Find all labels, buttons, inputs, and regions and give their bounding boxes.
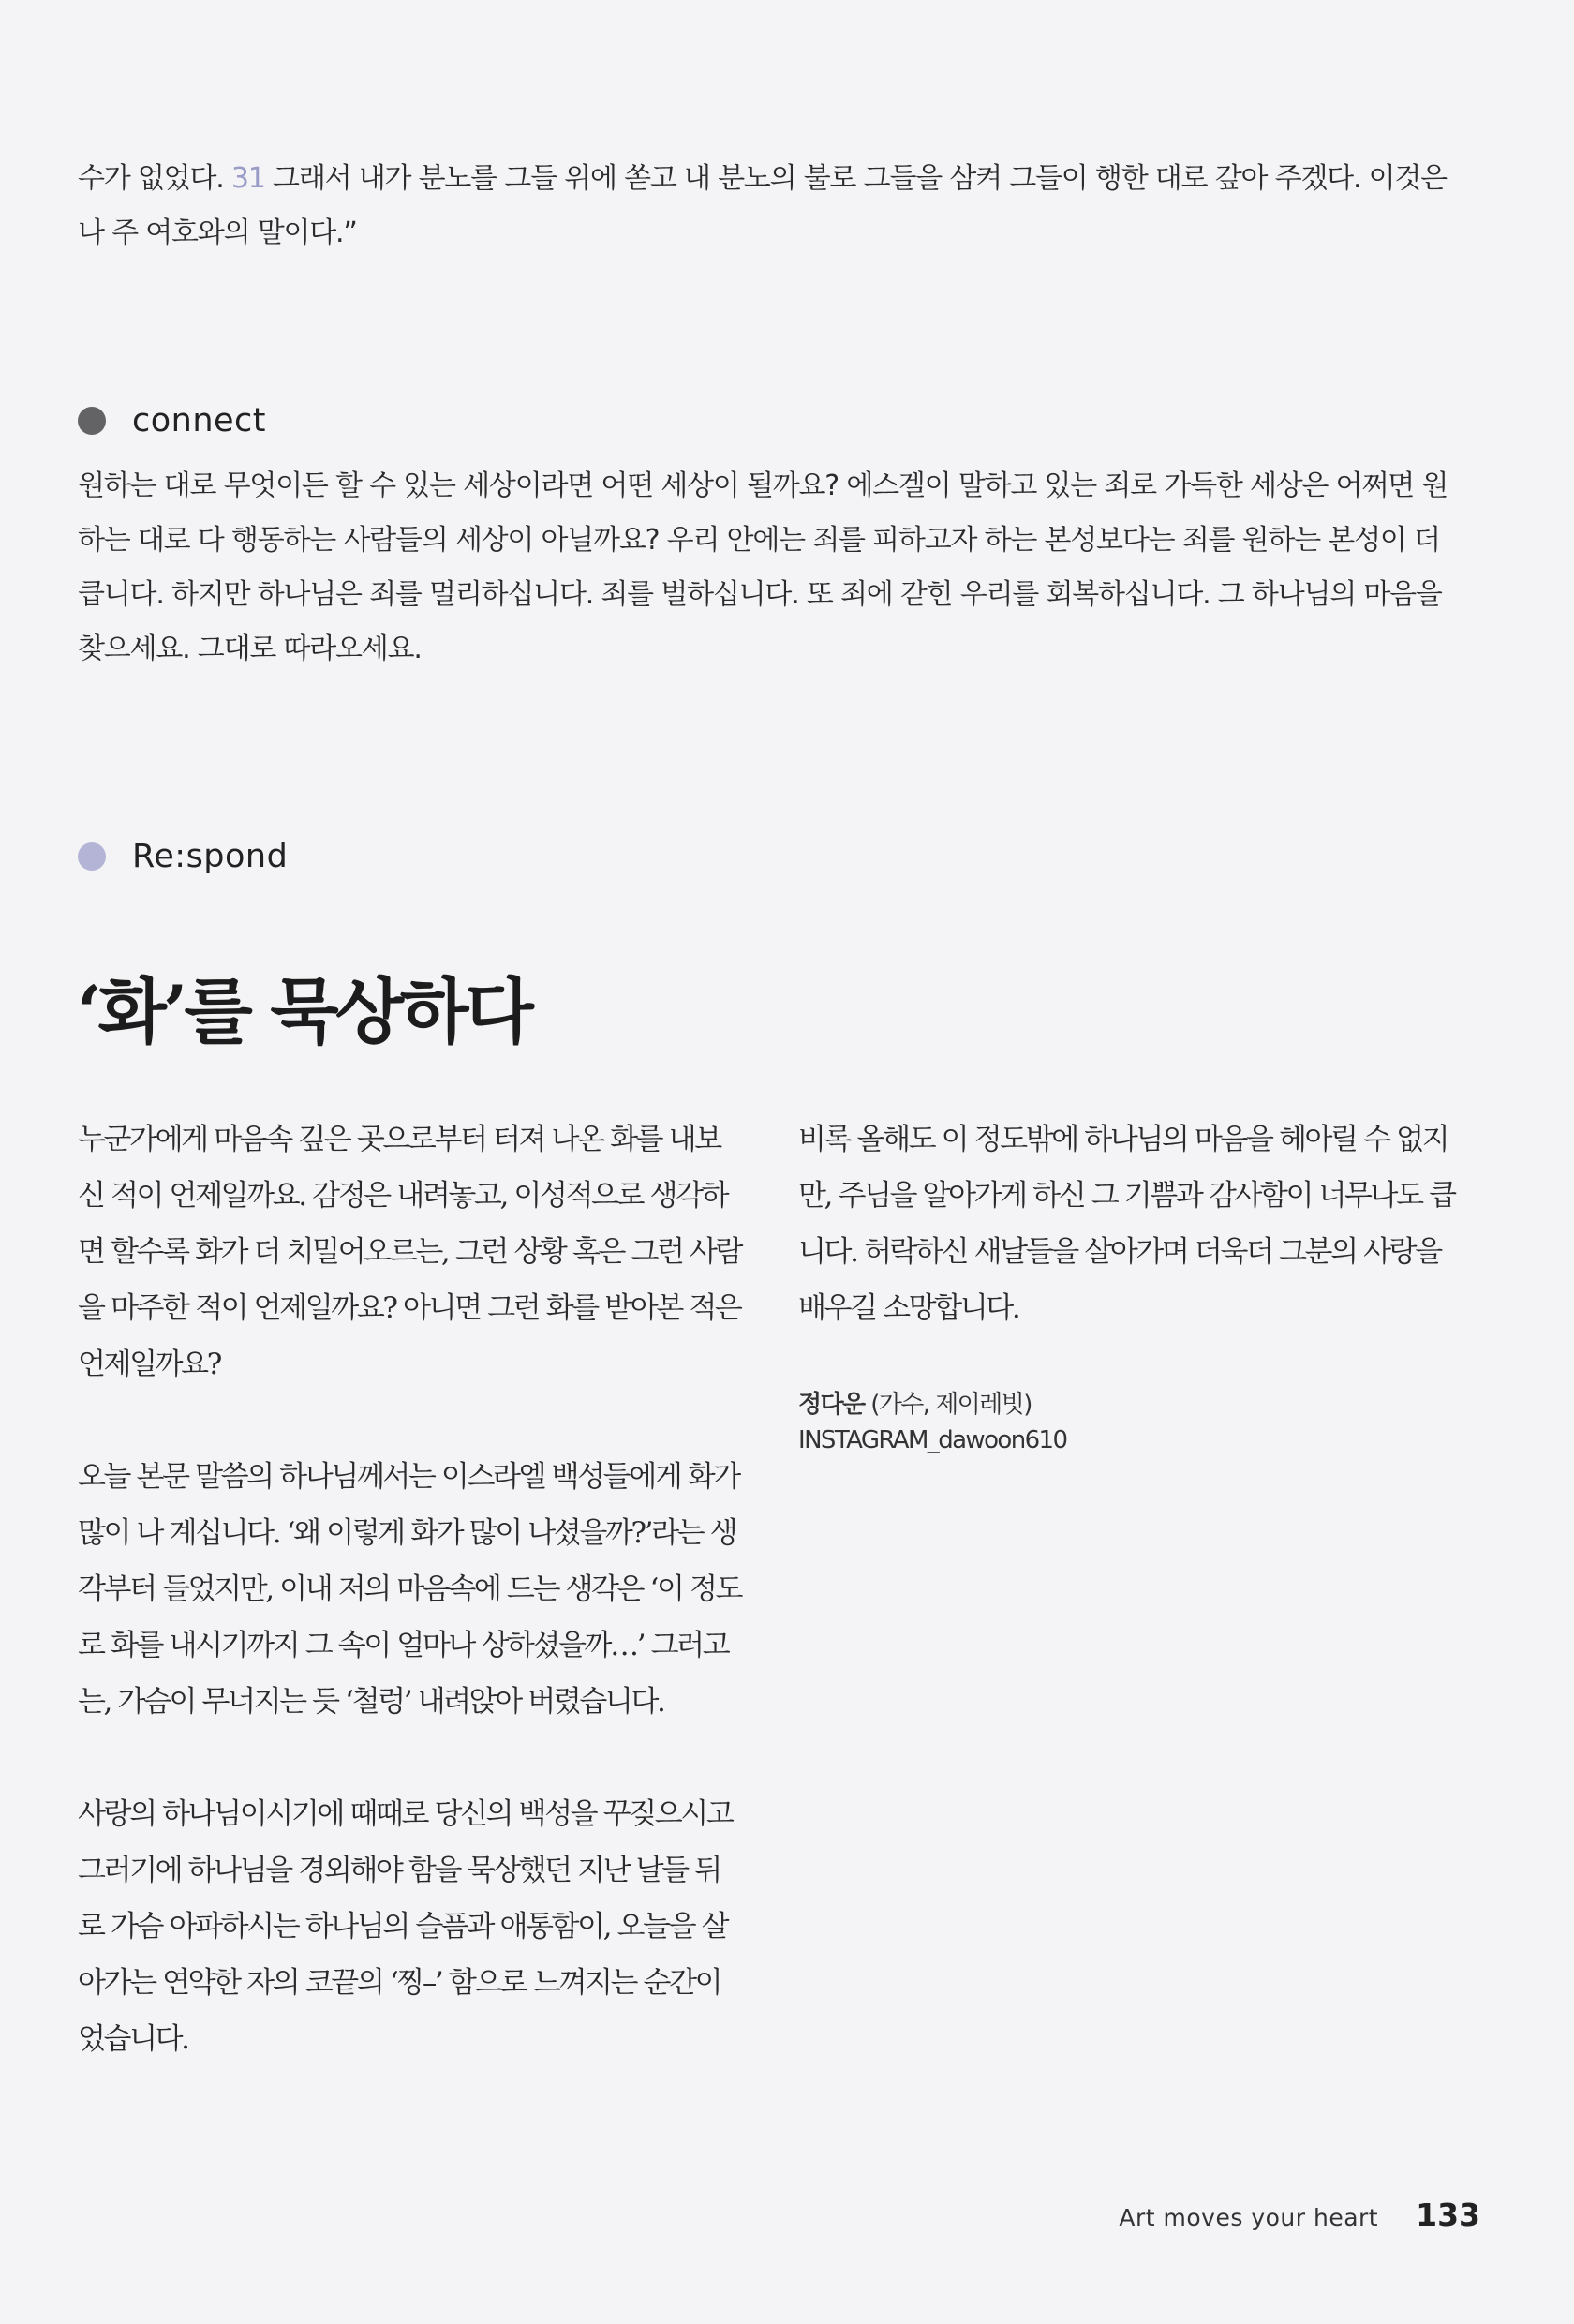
scripture-text-part2: 그래서 내가 분노를 그들 위에 쏟고 내 분노의 불로 그들을 삼켜 그들이 행한 대로 갚아 주겠다. 이것은 나 주 여호와의 말이다.” [78, 162, 1447, 249]
author-line [798, 1387, 1473, 1423]
respond-section [78, 833, 1464, 880]
article-paragraph: 사랑의 하나님이시기에 때때로 당신의 백성을 꾸짖으시고 그러기에 하나님을 경외해야 함을 묵상했던 지난 날들 뒤로 가슴 아파하시는 하나님의 슬픔과 애통함이, 오늘을 살아가는 연약한 자의 코끝의 ‘찡–’ 함으로 느껴지는 순간이었습니다. [78, 1797, 733, 2056]
scripture-text [78, 152, 1464, 261]
footer-tagline: Art moves your heart [1119, 2204, 1379, 2231]
author-credit [798, 1387, 1473, 1458]
page-footer [1119, 2197, 1480, 2233]
page-number: 133 [1416, 2197, 1480, 2233]
article-title: ‘화’를 묵상하다 [77, 970, 530, 1053]
respond-header [78, 833, 1464, 880]
article-paragraph: 오늘 본문 말씀의 하나님께서는 이스라엘 백성들에게 화가 많이 나 계십니다. ‘왜 이렇게 화가 많이 나셨을까?’라는 생각부터 들었지만, 이내 저의 마음속에 드는 생각은 ‘이 정도로 화를 내시기까지 그 속이 얼마나 상하셨을까…’ 그러고는, 가슴이 무너지는 듯 ‘철렁’ 내려앉아 버렸습니다. [78, 1460, 742, 1719]
connect-section [78, 397, 1464, 677]
bullet-dot-icon [78, 407, 106, 435]
connect-body: 원하는 대로 무엇이든 할 수 있는 세상이라면 어떤 세상이 될까요? 에스겔이 말하고 있는 죄로 가득한 세상은 어쩌면 원하는 대로 다 행동하는 사람들의 세상이 아닐까요? 우리 안에는 죄를 피하고자 하는 본성보다는 죄를 원하는 본성이 더 큽니다. 하지만 하나님은 죄를 멀리하십니다. 죄를 벌하십니다. 또 죄에 갇힌 우리를 회복하십니다. 그 하나님의 마음을 찾으세요. 그대로 따라오세요. [78, 469, 1448, 665]
article-paragraph: 누군가에게 마음속 깊은 곳으로부터 터져 나온 화를 내보신 적이 언제일까요. 감정은 내려놓고, 이성적으로 생각하면 할수록 화가 더 치밀어오르는, 그런 상황 혹은 그런 사람을 마주한 적이 언제일까요? 아니면 그런 화를 받아본 적은 언제일까요? [78, 1123, 742, 1381]
article-right-column [798, 1111, 1473, 1458]
author-name: 정다운 [798, 1391, 865, 1419]
author-instagram: INSTAGRAM_dawoon610 [798, 1426, 1067, 1454]
author-role: (가수, 제이레빗) [864, 1391, 1032, 1419]
scripture-text-part1: 수가 없었다. [78, 162, 231, 195]
connect-header [78, 397, 1464, 444]
connect-title: connect [132, 402, 267, 439]
verse-number: 31 [230, 162, 265, 195]
respond-title: Re:spond [132, 838, 289, 875]
top-paragraph [78, 152, 1464, 261]
article-left-column [78, 1111, 743, 2067]
bullet-dot-icon [78, 842, 106, 871]
article-paragraph: 비록 올해도 이 정도밖에 하나님의 마음을 헤아릴 수 없지만, 주님을 알아가게 하신 그 기쁨과 감사함이 너무나도 큽니다. 허락하신 새날들을 살아가며 더욱더 그분의 사랑을 배우길 소망합니다. [798, 1123, 1455, 1325]
